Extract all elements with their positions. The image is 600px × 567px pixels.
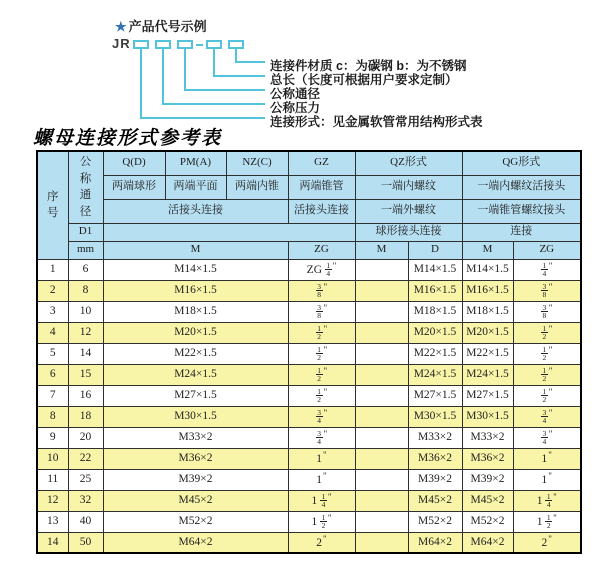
- cell-gz: [288, 280, 355, 301]
- cell-dn: 16: [68, 385, 103, 406]
- inch-mark: ": [323, 450, 327, 461]
- header-pm-desc: 两端平面: [165, 175, 226, 199]
- fraction: $\frac{1}{2}$: [317, 386, 322, 405]
- connector-line-5: [140, 49, 265, 119]
- cell-dn: 10: [68, 301, 103, 322]
- fraction: $\frac{1}{4}$: [321, 491, 326, 510]
- cell-qz-d: M30×1.5: [408, 406, 462, 427]
- cell-qg-m: M27×1.5: [462, 385, 513, 406]
- cell-qg-m: M30×1.5: [462, 406, 513, 427]
- cell-m: M16×1.5: [103, 280, 288, 301]
- header-seq: 序号: [37, 151, 68, 259]
- cell-qz-m: [355, 343, 408, 364]
- header-m: M: [103, 241, 288, 259]
- cell-qz-d: M64×2: [408, 532, 462, 553]
- cell-qz-d: M20×1.5: [408, 322, 462, 343]
- table-row: [37, 490, 581, 511]
- header-qg-desc-bottom: 一端锥管螺纹接头: [462, 199, 581, 223]
- cell-qg-m: M33×2: [462, 427, 513, 448]
- cell-seq: 4: [37, 322, 68, 343]
- cell-qg-zg: [513, 343, 581, 364]
- header-qg-desc-top: 一端内螺纹活接头: [462, 175, 581, 199]
- header-mm: mm: [68, 241, 103, 259]
- cell-qz-d: M16×1.5: [408, 280, 462, 301]
- cell-qg-zg: [513, 280, 581, 301]
- cell-qz-d: M22×1.5: [408, 343, 462, 364]
- cell-seq: 1: [37, 259, 68, 280]
- cell-dn: 50: [68, 532, 103, 553]
- cell-dn: 18: [68, 406, 103, 427]
- header-qz-conn: 球形接头连接: [355, 223, 462, 241]
- cell-qz-m: [355, 406, 408, 427]
- code-box-2: [155, 40, 171, 49]
- cell-qz-d: M39×2: [408, 469, 462, 490]
- fraction: $\frac{3}{4}$: [317, 428, 322, 447]
- cell-gz: ZG $\frac{1}{4}$ ": [288, 259, 355, 280]
- cell-dn: 20: [68, 427, 103, 448]
- cell-qg-zg: [513, 385, 581, 406]
- cell-gz: 2": [288, 532, 355, 553]
- cell-m: M52×2: [103, 511, 288, 532]
- cell-qz-m: [355, 511, 408, 532]
- cell-seq: 13: [37, 511, 68, 532]
- inch-mark: ": [327, 512, 332, 523]
- header-blank: [103, 223, 355, 241]
- cell-qg-zg: [513, 427, 581, 448]
- cell-dn: 6: [68, 259, 103, 280]
- cell-qz-m: [355, 469, 408, 490]
- inch-mark: ": [548, 450, 552, 461]
- table-row: [37, 511, 581, 532]
- code-box-4: [206, 40, 222, 49]
- header-gz-conn: 活接头连接: [288, 199, 355, 223]
- fraction: $\frac{1}{4}$: [326, 260, 331, 279]
- inch-mark: ": [323, 534, 327, 545]
- cell-qg-m: M20×1.5: [462, 322, 513, 343]
- cell-gz: [288, 301, 355, 322]
- inch-mark: ": [548, 386, 553, 397]
- inch-mark: ": [548, 260, 553, 271]
- table-row: [37, 448, 581, 469]
- table-row: [37, 322, 581, 343]
- cell-seq: 9: [37, 427, 68, 448]
- cell-qg-m: M45×2: [462, 490, 513, 511]
- inch-mark: ": [323, 344, 328, 355]
- cell-qg-m: M52×2: [462, 511, 513, 532]
- table-row: [37, 259, 581, 280]
- cell-qz-d: M18×1.5: [408, 301, 462, 322]
- cell-m: M18×1.5: [103, 301, 288, 322]
- inch-mark: ": [548, 302, 553, 313]
- cell-qg-m: M39×2: [462, 469, 513, 490]
- cell-qg-m: M16×1.5: [462, 280, 513, 301]
- cell-seq: 7: [37, 385, 68, 406]
- cell-m: M39×2: [103, 469, 288, 490]
- cell-dn: 8: [68, 280, 103, 301]
- table-row: [37, 406, 581, 427]
- cell-qz-d: M27×1.5: [408, 385, 462, 406]
- cell-gz: [288, 343, 355, 364]
- cell-qz-m: [355, 301, 408, 322]
- header-q: Q(D): [103, 151, 165, 175]
- cell-qg-m: M64×2: [462, 532, 513, 553]
- fraction: $\frac{1}{4}$: [546, 491, 551, 510]
- cell-qg-m: M22×1.5: [462, 343, 513, 364]
- header-qz-m: M: [355, 241, 408, 259]
- inch-mark: ": [323, 281, 328, 292]
- cell-qg-zg: 2": [513, 532, 581, 553]
- fraction: $\frac{1}{2}$: [542, 344, 547, 363]
- cell-dn: 22: [68, 448, 103, 469]
- cell-seq: 10: [37, 448, 68, 469]
- header-qz-desc-top: 一端内螺纹: [355, 175, 462, 199]
- page-title: 螺母连接形式参考表: [33, 128, 223, 149]
- nut-connection-table: [36, 150, 582, 554]
- cell-m: M64×2: [103, 532, 288, 553]
- inch-mark: ": [332, 260, 337, 271]
- header-qg-zg: ZG: [513, 241, 581, 259]
- cell-gz: 1 $\frac{1}{2}$ ": [288, 511, 355, 532]
- cell-m: M30×1.5: [103, 406, 288, 427]
- cell-gz: [288, 322, 355, 343]
- cell-qg-zg: 1 $\frac{1}{2}$ ": [513, 511, 581, 532]
- fraction: $\frac{1}{2}$: [321, 512, 326, 531]
- cell-qz-m: [355, 280, 408, 301]
- cell-dn: 40: [68, 511, 103, 532]
- label-total-length: 总长（长度可根据用户要求定制）: [270, 73, 458, 87]
- cell-m: M22×1.5: [103, 343, 288, 364]
- inch-mark: ": [323, 428, 328, 439]
- cell-qg-zg: [513, 322, 581, 343]
- fraction: $\frac{1}{2}$: [317, 344, 322, 363]
- table-row: [37, 364, 581, 385]
- header-d1: D1: [68, 223, 103, 241]
- inch-mark: ": [327, 491, 332, 502]
- fraction: $\frac{1}{2}$: [317, 323, 322, 342]
- fraction: $\frac{1}{2}$: [542, 323, 547, 342]
- header-qz-d: D: [408, 241, 462, 259]
- fraction: $\frac{3}{8}$: [317, 281, 322, 300]
- cell-qz-m: [355, 490, 408, 511]
- cell-gz: [288, 427, 355, 448]
- fraction: $\frac{1}{2}$: [542, 386, 547, 405]
- table-row: [37, 532, 581, 553]
- code-dash: [196, 44, 203, 46]
- cell-dn: 15: [68, 364, 103, 385]
- fraction: $\frac{3}{8}$: [542, 281, 547, 300]
- product-code-heading: [115, 16, 207, 35]
- header-qz: QZ形式: [355, 151, 462, 175]
- header-zg: ZG: [288, 241, 355, 259]
- header-qg: QG形式: [462, 151, 581, 175]
- cell-dn: 25: [68, 469, 103, 490]
- inch-mark: ": [553, 512, 557, 523]
- header-qg-m: M: [462, 241, 513, 259]
- cell-seq: 5: [37, 343, 68, 364]
- cell-qz-d: M33×2: [408, 427, 462, 448]
- fraction: $\frac{1}{2}$: [542, 365, 547, 384]
- cell-seq: 2: [37, 280, 68, 301]
- header-qz-desc-bottom: 一端外螺纹: [355, 199, 462, 223]
- label-connection-form: 连接形式：见金属软管常用结构形式表: [270, 115, 483, 129]
- header-q-desc: 两端球形: [103, 175, 165, 199]
- inch-mark: ": [548, 323, 553, 334]
- inch-mark: ": [548, 281, 553, 292]
- cell-qz-d: M45×2: [408, 490, 462, 511]
- cell-qg-m: M24×1.5: [462, 364, 513, 385]
- cell-seq: 12: [37, 490, 68, 511]
- table-row: [37, 280, 581, 301]
- fraction: $\frac{1}{4}$: [542, 260, 547, 279]
- cell-qz-d: M52×2: [408, 511, 462, 532]
- table-row: [37, 427, 581, 448]
- inch-mark: ": [323, 365, 328, 376]
- fraction: $\frac{3}{4}$: [542, 407, 547, 426]
- code-box-1: [133, 40, 149, 49]
- cell-qz-d: M36×2: [408, 448, 462, 469]
- cell-qz-m: [355, 364, 408, 385]
- label-nominal-dia: 公称通径: [270, 87, 321, 101]
- fraction: $\frac{3}{8}$: [542, 302, 547, 321]
- inch-mark: ": [548, 428, 553, 439]
- cell-dn: 14: [68, 343, 103, 364]
- cell-qg-m: M36×2: [462, 448, 513, 469]
- table-row: [37, 469, 581, 490]
- header-nz-desc: 两端内锥: [226, 175, 288, 199]
- inch-mark: ": [548, 407, 553, 418]
- header-gz: GZ: [288, 151, 355, 175]
- code-prefix: JR: [112, 36, 131, 51]
- cell-seq: 11: [37, 469, 68, 490]
- cell-qz-m: [355, 322, 408, 343]
- cell-m: M45×2: [103, 490, 288, 511]
- inch-mark: ": [323, 471, 327, 482]
- star-icon: ★: [115, 19, 127, 34]
- fraction: $\frac{3}{8}$: [317, 302, 322, 321]
- header-gz-desc: 两端锥管: [288, 175, 355, 199]
- inch-mark: ": [548, 365, 553, 376]
- cell-qg-zg: [513, 406, 581, 427]
- fraction: $\frac{1}{2}$: [546, 512, 551, 531]
- cell-m: M33×2: [103, 427, 288, 448]
- cell-gz: 1": [288, 448, 355, 469]
- cell-m: M14×1.5: [103, 259, 288, 280]
- table-row: [37, 301, 581, 322]
- product-code-heading-text: 产品代号示例: [128, 19, 207, 34]
- header-nz: NZ(C): [226, 151, 288, 175]
- table-row: [37, 385, 581, 406]
- cell-qz-m: [355, 259, 408, 280]
- inch-mark: ": [323, 323, 328, 334]
- fraction: $\frac{3}{4}$: [317, 407, 322, 426]
- inch-mark: ": [548, 344, 553, 355]
- label-nominal-press: 公称压力: [270, 101, 321, 115]
- cell-m: M27×1.5: [103, 385, 288, 406]
- cell-gz: 1": [288, 469, 355, 490]
- label-material: 连接件材质 c：为碳钢 b：为不锈钢: [270, 59, 467, 73]
- cell-qz-d: M24×1.5: [408, 364, 462, 385]
- table-row: [37, 343, 581, 364]
- cell-seq: 14: [37, 532, 68, 553]
- cell-qg-zg: [513, 364, 581, 385]
- cell-qz-d: M14×1.5: [408, 259, 462, 280]
- cell-qz-m: [355, 532, 408, 553]
- cell-qg-zg: [513, 301, 581, 322]
- cell-gz: 1 $\frac{1}{4}$ ": [288, 490, 355, 511]
- cell-seq: 8: [37, 406, 68, 427]
- cell-qz-m: [355, 448, 408, 469]
- inch-mark: ": [323, 407, 328, 418]
- cell-qg-m: M18×1.5: [462, 301, 513, 322]
- cell-m: M24×1.5: [103, 364, 288, 385]
- cell-dn: 12: [68, 322, 103, 343]
- inch-mark: ": [323, 386, 328, 397]
- inch-mark: ": [548, 534, 552, 545]
- inch-mark: ": [323, 302, 328, 313]
- cell-qg-zg: 1": [513, 448, 581, 469]
- code-box-5: [228, 40, 244, 49]
- cell-seq: 3: [37, 301, 68, 322]
- code-box-3: [177, 40, 193, 49]
- cell-gz: [288, 406, 355, 427]
- cell-qz-m: [355, 385, 408, 406]
- header-qg-conn: 连接: [462, 223, 581, 241]
- inch-mark: ": [553, 491, 557, 502]
- inch-mark: ": [548, 471, 552, 482]
- cell-gz: [288, 364, 355, 385]
- cell-qz-m: [355, 427, 408, 448]
- cell-dn: 32: [68, 490, 103, 511]
- cell-seq: 6: [37, 364, 68, 385]
- cell-m: M20×1.5: [103, 322, 288, 343]
- cell-m: M36×2: [103, 448, 288, 469]
- header-pm: PM(A): [165, 151, 226, 175]
- header-union-conn: 活接头连接: [103, 199, 288, 223]
- table-body: [37, 259, 581, 553]
- fraction: $\frac{3}{4}$: [542, 428, 547, 447]
- fraction: $\frac{1}{2}$: [317, 365, 322, 384]
- cell-qg-zg: [513, 259, 581, 280]
- cell-qg-m: M14×1.5: [462, 259, 513, 280]
- cell-qg-zg: 1 $\frac{1}{4}$ ": [513, 490, 581, 511]
- header-nominal-dia: 公称通径: [68, 151, 103, 223]
- cell-gz: [288, 385, 355, 406]
- cell-qg-zg: 1": [513, 469, 581, 490]
